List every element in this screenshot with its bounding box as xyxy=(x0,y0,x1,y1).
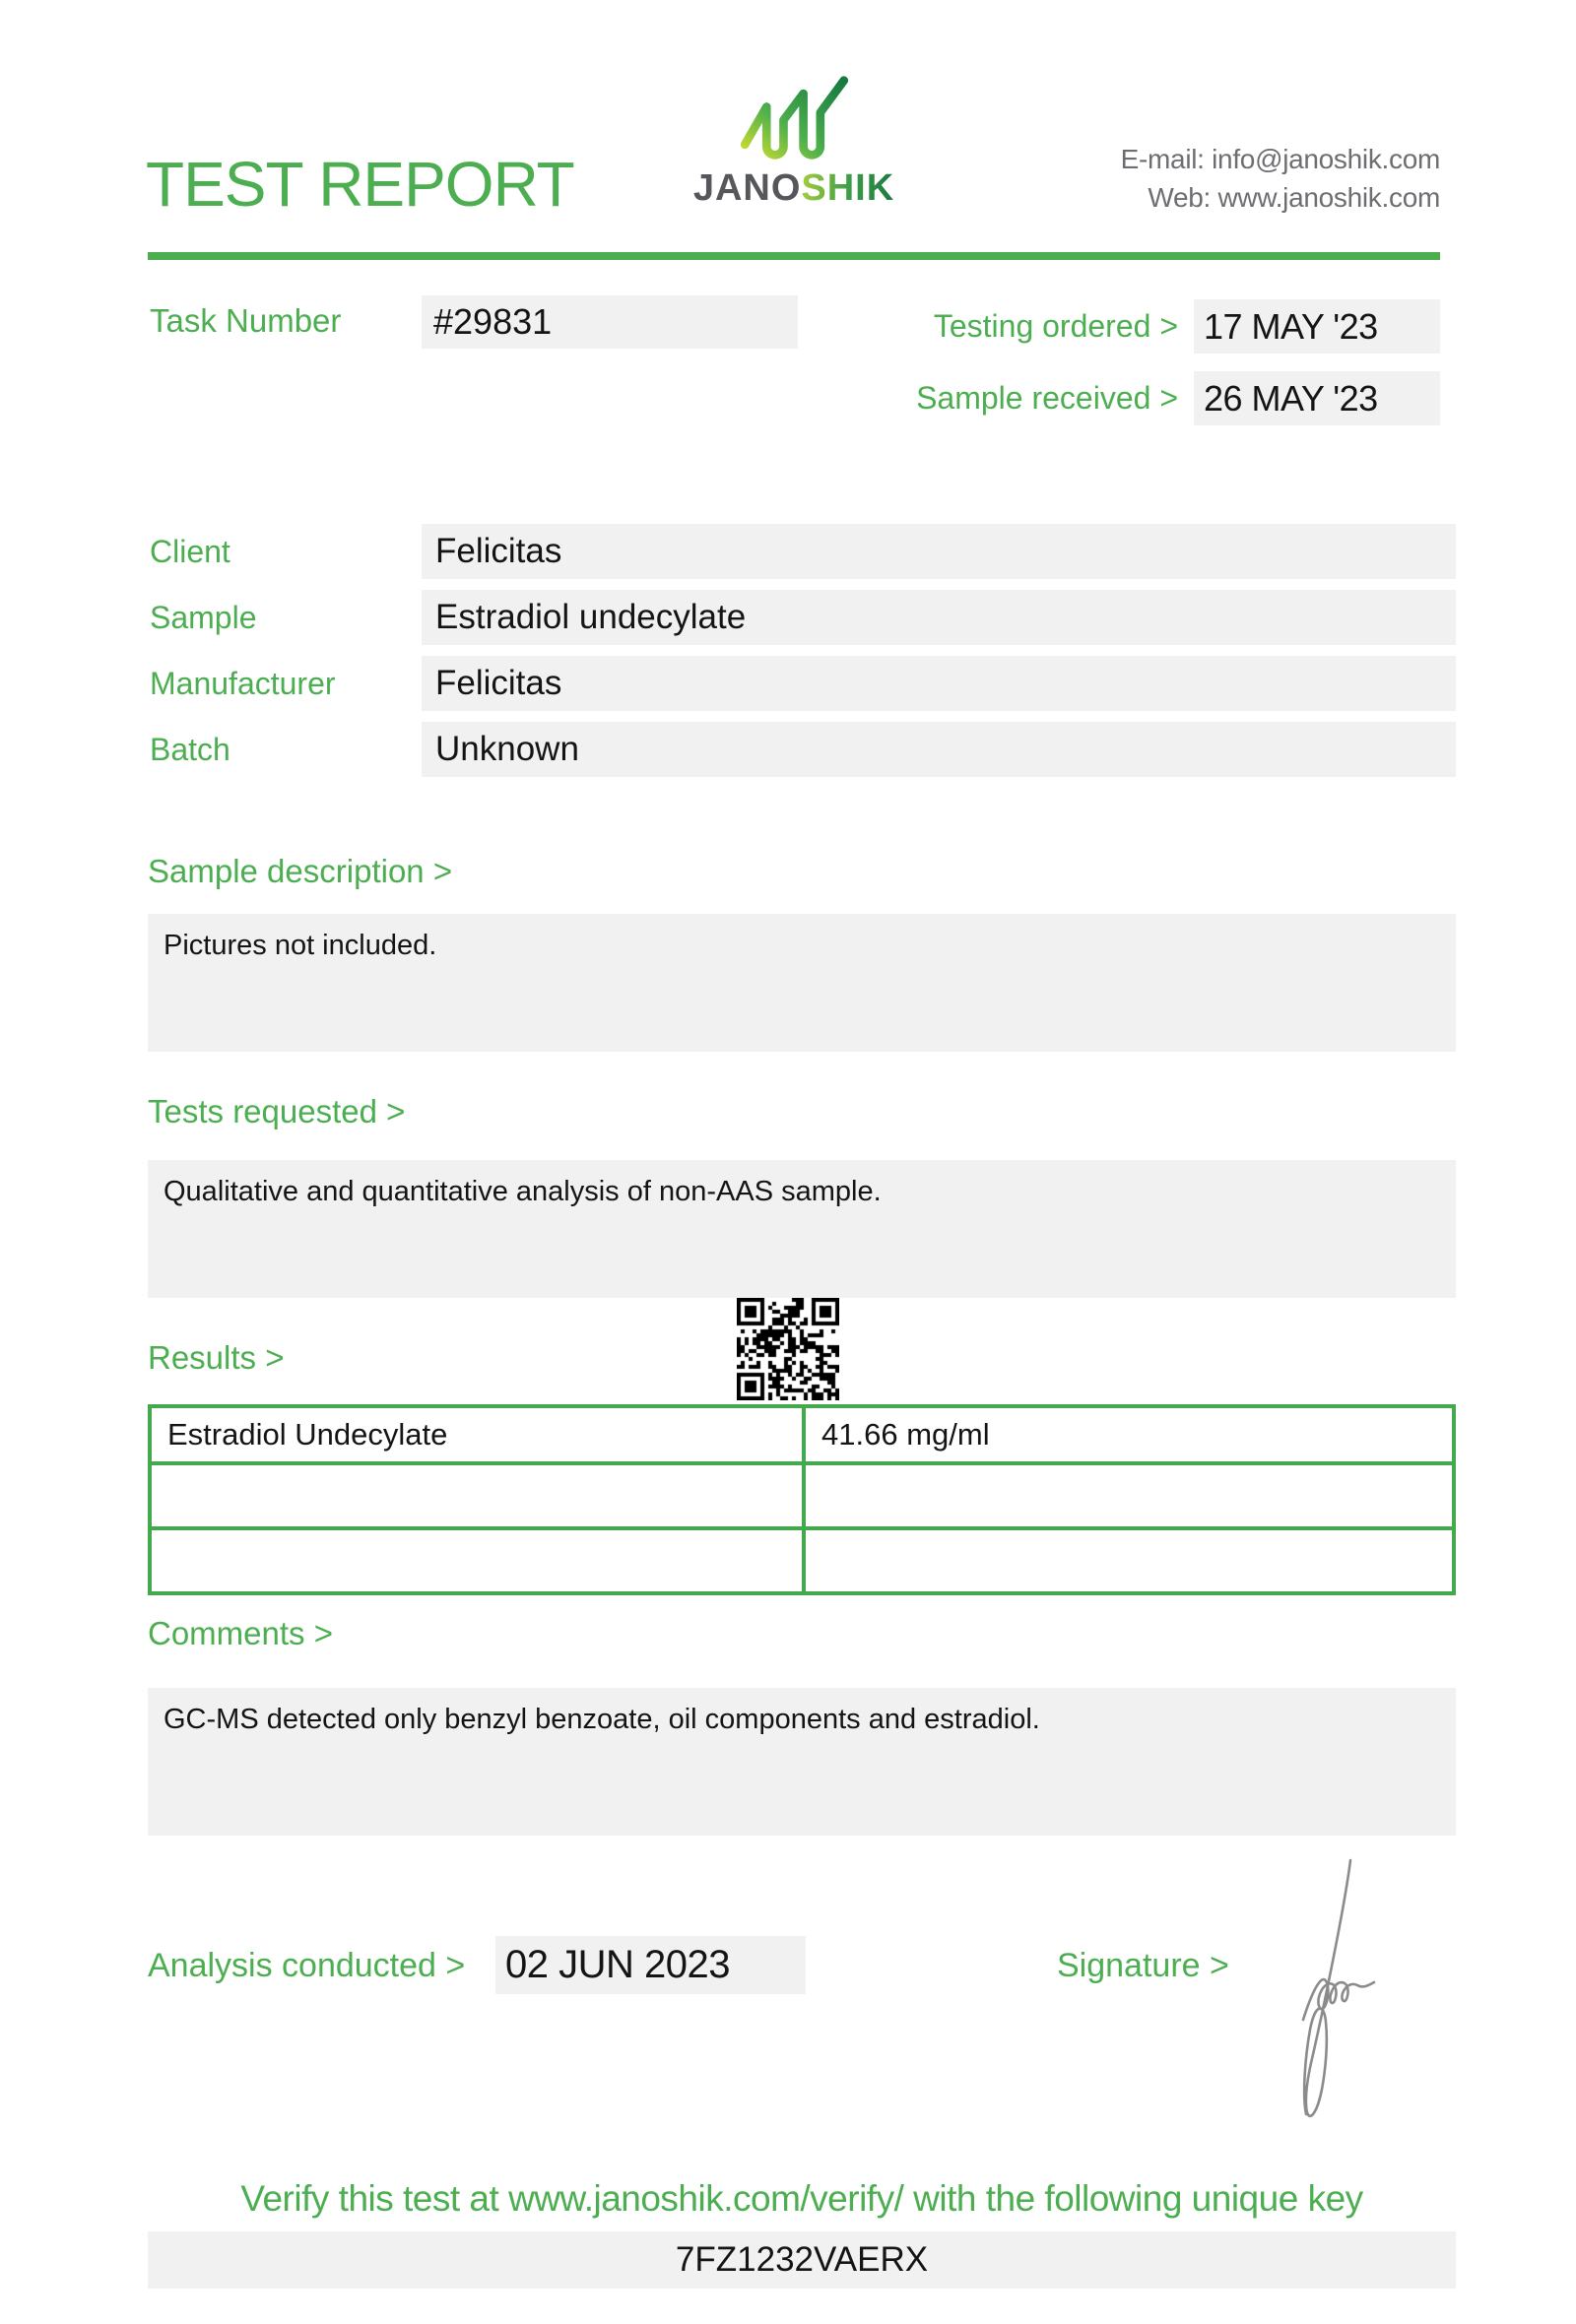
sample-label: Sample xyxy=(150,600,257,635)
contact-web: Web: www.janoshik.com xyxy=(1148,182,1440,213)
analysis-conducted-label: Analysis conducted > xyxy=(148,1947,466,1984)
header-divider xyxy=(148,252,1440,260)
result-cell xyxy=(802,1465,1452,1526)
brand-wordmark xyxy=(678,167,910,210)
verify-instruction: Verify this test at www.janoshik.com/verify/ with the following unique key xyxy=(240,2178,1363,2219)
brand-part-shik: SHIK xyxy=(801,167,895,209)
sample-received-date: 26 MAY '23 xyxy=(1194,371,1440,425)
results-heading: Results > xyxy=(148,1339,285,1376)
sample-description-box: Pictures not included. xyxy=(148,914,1456,1052)
analyte-cell xyxy=(152,1530,802,1591)
contact-email: E-mail: info@janoshik.com xyxy=(1120,144,1440,174)
comments-heading: Comments > xyxy=(148,1615,333,1651)
brand-logo xyxy=(678,73,910,210)
testing-ordered-date: 17 MAY '23 xyxy=(1194,299,1440,354)
qr-code xyxy=(737,1298,839,1400)
result-cell: 41.66 mg/ml xyxy=(802,1408,1452,1461)
comments-box: GC-MS detected only benzyl benzoate, oil components and estradiol. xyxy=(148,1688,1456,1836)
tests-requested-heading: Tests requested > xyxy=(148,1093,406,1130)
client-value: Felicitas xyxy=(422,524,1456,579)
analyte-cell: Estradiol Undecylate xyxy=(167,1417,448,1452)
chart-peaks-icon xyxy=(736,73,852,163)
analyte-cell xyxy=(152,1465,802,1526)
signature-label: Signature > xyxy=(1057,1947,1229,1984)
results-table xyxy=(148,1404,1456,1595)
batch-label: Batch xyxy=(150,732,230,767)
sample-received-row xyxy=(916,371,1440,425)
unique-key-value: 7FZ1232VAERX xyxy=(148,2231,1456,2289)
analysis-date: 02 JUN 2023 xyxy=(495,1936,806,1994)
task-number-value: #29831 xyxy=(422,295,798,349)
results-table-row xyxy=(152,1408,1452,1461)
client-label: Client xyxy=(150,534,230,569)
testing-ordered-row xyxy=(934,299,1440,354)
results-table-row xyxy=(152,1461,1452,1526)
batch-value: Unknown xyxy=(422,722,1456,777)
page-title: TEST REPORT xyxy=(146,149,574,220)
testing-ordered-label: Testing ordered > xyxy=(933,308,1178,344)
manufacturer-label: Manufacturer xyxy=(150,666,336,701)
manufacturer-value: Felicitas xyxy=(422,656,1456,711)
signature-scribble xyxy=(1266,1846,1389,2147)
result-cell xyxy=(802,1530,1452,1591)
task-number-label: Task Number xyxy=(150,302,342,339)
contact-block xyxy=(1121,140,1440,217)
sample-value: Estradiol undecylate xyxy=(422,590,1456,645)
results-table-row xyxy=(152,1526,1452,1591)
brand-part-jano: JANO xyxy=(692,167,802,209)
sample-description-heading: Sample description > xyxy=(148,853,453,889)
sample-received-label: Sample received > xyxy=(916,380,1178,416)
tests-requested-box: Qualitative and quantitative analysis of non-AAS sample. xyxy=(148,1160,1456,1298)
